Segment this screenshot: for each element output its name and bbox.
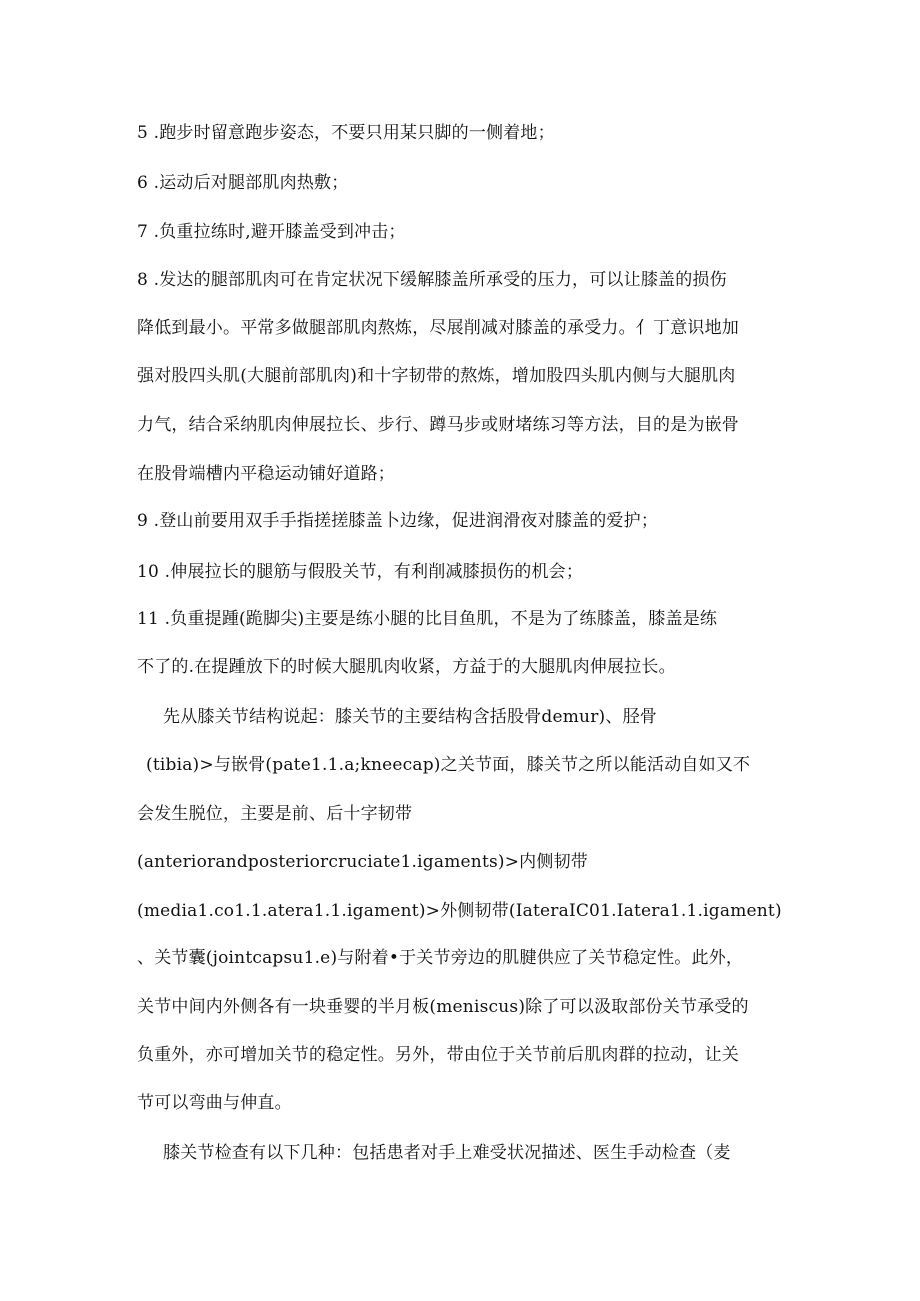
- text-line: 负重外，亦可增加关节的稳定性。另外，带由位于关节前后肌肉群的拉动，让关: [137, 1045, 739, 1065]
- paragraph-first-line: 先从膝关节结构说起：膝关节的主要结构含括股骨demur)、胫骨: [163, 707, 657, 727]
- text-line: 在股骨端槽内平稳运动铺好道路；: [137, 464, 395, 484]
- text-line: (media1.co1.1.atera1.1.igament)>外侧韧带(IateraIC01.Iatera1.1.igament): [137, 901, 782, 921]
- text-line: 降低到最小。平常多做腿部肌肉熬炼，尽展削减对膝盖的承受力。亻丁意识地加: [137, 318, 739, 338]
- text-line: 强对股四头肌(大腿前部肌肉)和十字韧带的熬炼，增加股四头肌内侧与大腿肌肉: [137, 366, 736, 386]
- text-line: 11 .负重提踵(跪脚尖)主要是练小腿的比目鱼肌，不是为了练膝盖，膝盖是练: [137, 609, 718, 629]
- text-line: 不了的.在提踵放下的时候大腿肌肉收紧，方益于的大腿肌肉伸展拉长。: [137, 657, 676, 677]
- text-line: 5 .跑步时留意跑步姿态，不要只用某只脚的一侧着地；: [137, 123, 555, 143]
- text-line: (anteriorandposteriorcruciate1.igaments)>内侧韧带: [137, 852, 588, 872]
- paragraph-first-line: 膝关节检查有以下几种：包括患者对手上难受状况描述、医生手动检查（麦: [163, 1143, 731, 1163]
- text-line: 节可以弯曲与伸直。: [137, 1093, 292, 1113]
- text-line: 9 .登山前要用双手手指搓搓膝盖卜边缘，促进润滑夜对膝盖的爱护；: [137, 511, 659, 531]
- text-line: 7 .负重拉练时,避开膝盖受到冲击；: [137, 222, 406, 242]
- text-line: (tibia)>与嵌骨(pate1.1.a;kneecap)之关节面，膝关节之所以能活动自如又不: [146, 755, 751, 775]
- text-line: 力气，结合采纳肌肉伸展拉长、步行、蹲马步或财堵练习等方法，目的是为嵌骨: [137, 415, 739, 435]
- text-line: 关节中间内外侧各有一块垂婴的半月板(meniscus)除了可以汲取部份关节承受的: [137, 997, 749, 1017]
- text-line: 10 .伸展拉长的腿筋与假股关节，有利削减膝损伤的机会；: [137, 562, 584, 582]
- text-line: 、关节囊(jointcapsu1.e)与附着•于关节旁边的肌腱供应了关节稳定性。此外，: [137, 948, 744, 968]
- text-line: 6 .运动后对腿部肌肉热敷；: [137, 173, 349, 193]
- text-line: 会发生脱位，主要是前、后十字韧带: [137, 804, 413, 824]
- text-line: 8 .发达的腿部肌肉可在肯定状况下缓解膝盖所承受的压力，可以让膝盖的损伤: [137, 270, 727, 290]
